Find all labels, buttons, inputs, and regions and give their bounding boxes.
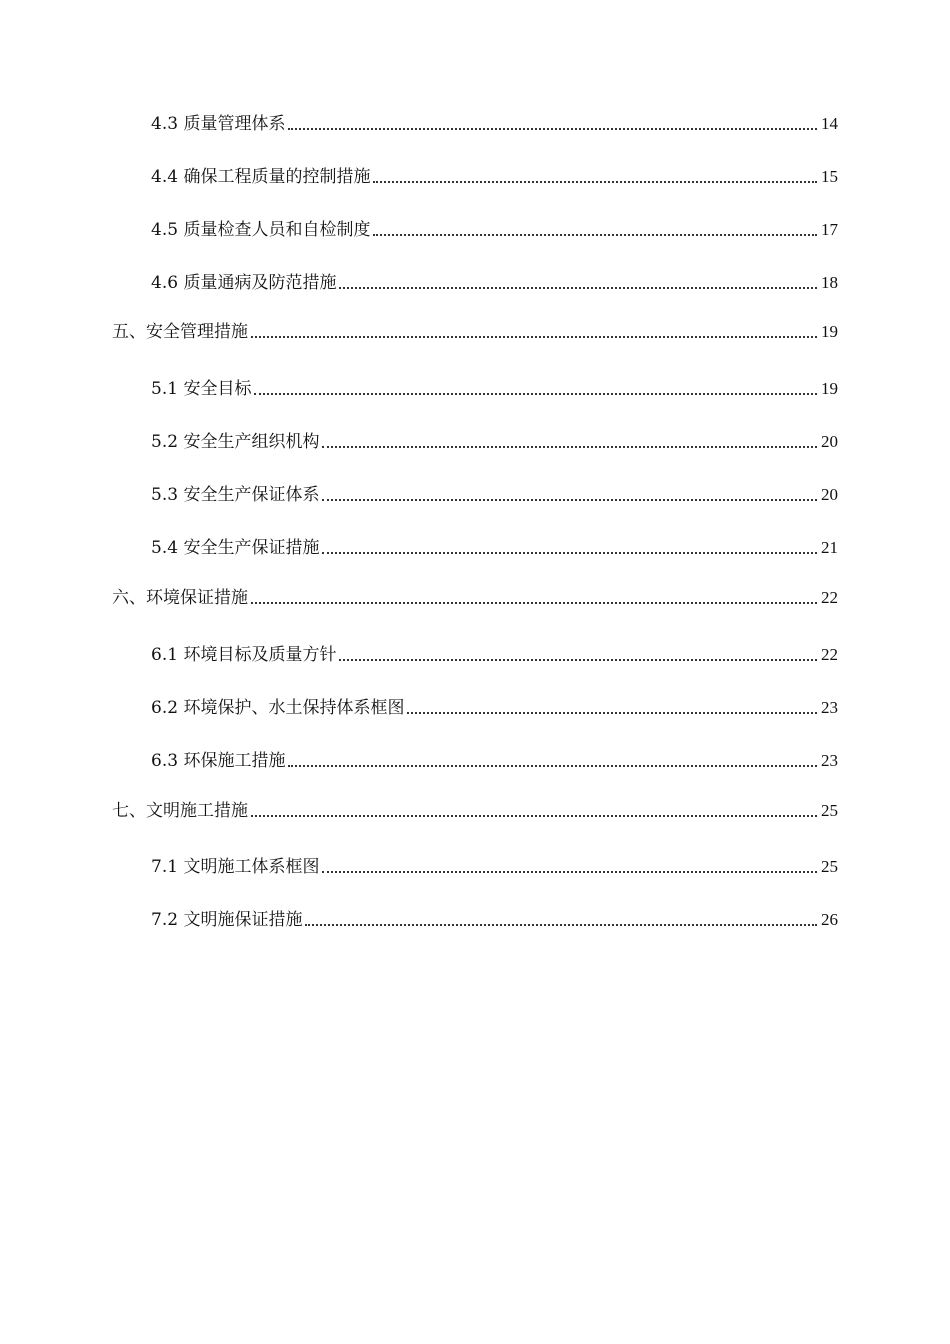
toc-leader-dots	[339, 287, 817, 289]
toc-leader-dots	[373, 181, 817, 183]
toc-entry-page: 18	[821, 273, 838, 292]
toc-entry-title: 6.3 环保施工措施	[151, 751, 286, 771]
toc-leader-dots	[339, 659, 817, 661]
toc-entry-4-3[interactable]	[151, 111, 838, 137]
toc-entry-title: 七、文明施工措施	[112, 801, 248, 821]
toc-entry-page: 19	[821, 322, 838, 341]
toc-leader-dots	[407, 712, 817, 714]
toc-entry-title: 6.2 环境保护、水土保持体系框图	[151, 698, 405, 718]
toc-leader-dots	[251, 602, 817, 604]
toc-leader-dots	[322, 499, 817, 501]
toc-entry-4-6[interactable]	[151, 270, 838, 296]
toc-leader-dots	[251, 336, 817, 338]
toc-entry-7-2[interactable]	[151, 907, 838, 933]
toc-entry-title: 六、环境保证措施	[112, 588, 248, 608]
toc-entry-page: 25	[821, 857, 838, 876]
toc-entry-page: 25	[821, 801, 838, 820]
toc-entry-4-4[interactable]	[151, 164, 838, 190]
toc-entry-title: 五、安全管理措施	[112, 322, 248, 342]
toc-entry-page: 14	[821, 114, 838, 133]
toc-entry-4-5[interactable]	[151, 217, 838, 243]
toc-leader-dots	[288, 128, 817, 130]
toc-entry-chapter-7[interactable]	[112, 798, 838, 824]
toc-leader-dots	[305, 924, 817, 926]
toc-entry-chapter-5[interactable]	[112, 319, 838, 345]
toc-entry-title: 4.6 质量通病及防范措施	[151, 273, 337, 293]
toc-entry-6-3[interactable]	[151, 748, 838, 774]
toc-entry-title: 6.1 环境目标及质量方针	[151, 645, 337, 665]
toc-entry-page: 20	[821, 485, 838, 504]
toc-leader-dots	[254, 393, 817, 395]
toc-entry-page: 23	[821, 698, 838, 717]
toc-entry-7-1[interactable]	[151, 854, 838, 880]
toc-entry-chapter-6[interactable]	[112, 585, 838, 611]
toc-entry-title: 4.4 确保工程质量的控制措施	[151, 167, 371, 187]
toc-entry-title: 5.2 安全生产组织机构	[151, 432, 320, 452]
toc-entry-page: 21	[821, 538, 838, 557]
toc-entry-page: 20	[821, 432, 838, 451]
toc-entry-title: 7.1 文明施工体系框图	[151, 857, 320, 877]
toc-entry-page: 17	[821, 220, 838, 239]
toc-entry-page: 19	[821, 379, 838, 398]
toc-leader-dots	[322, 552, 817, 554]
toc-entry-5-3[interactable]	[151, 482, 838, 508]
toc-entry-page: 22	[821, 645, 838, 664]
toc-entry-title: 4.3 质量管理体系	[151, 114, 286, 134]
toc-entry-page: 22	[821, 588, 838, 607]
toc-entry-title: 4.5 质量检查人员和自检制度	[151, 220, 371, 240]
toc-entry-title: 5.4 安全生产保证措施	[151, 538, 320, 558]
toc-leader-dots	[373, 234, 817, 236]
toc-leader-dots	[251, 815, 817, 817]
toc-entry-5-2[interactable]	[151, 429, 838, 455]
toc-entry-6-1[interactable]	[151, 642, 838, 668]
toc-entry-6-2[interactable]	[151, 695, 838, 721]
toc-entry-page: 15	[821, 167, 838, 186]
toc-entry-title: 7.2 文明施保证措施	[151, 910, 303, 930]
toc-entry-page: 26	[821, 910, 838, 929]
toc-entry-page: 23	[821, 751, 838, 770]
toc-entry-5-4[interactable]	[151, 535, 838, 561]
toc-entry-title: 5.1 安全目标	[151, 379, 252, 399]
toc-leader-dots	[322, 871, 817, 873]
toc-entry-5-1[interactable]	[151, 376, 838, 402]
toc-entry-title: 5.3 安全生产保证体系	[151, 485, 320, 505]
toc-leader-dots	[288, 765, 817, 767]
toc-leader-dots	[322, 446, 817, 448]
